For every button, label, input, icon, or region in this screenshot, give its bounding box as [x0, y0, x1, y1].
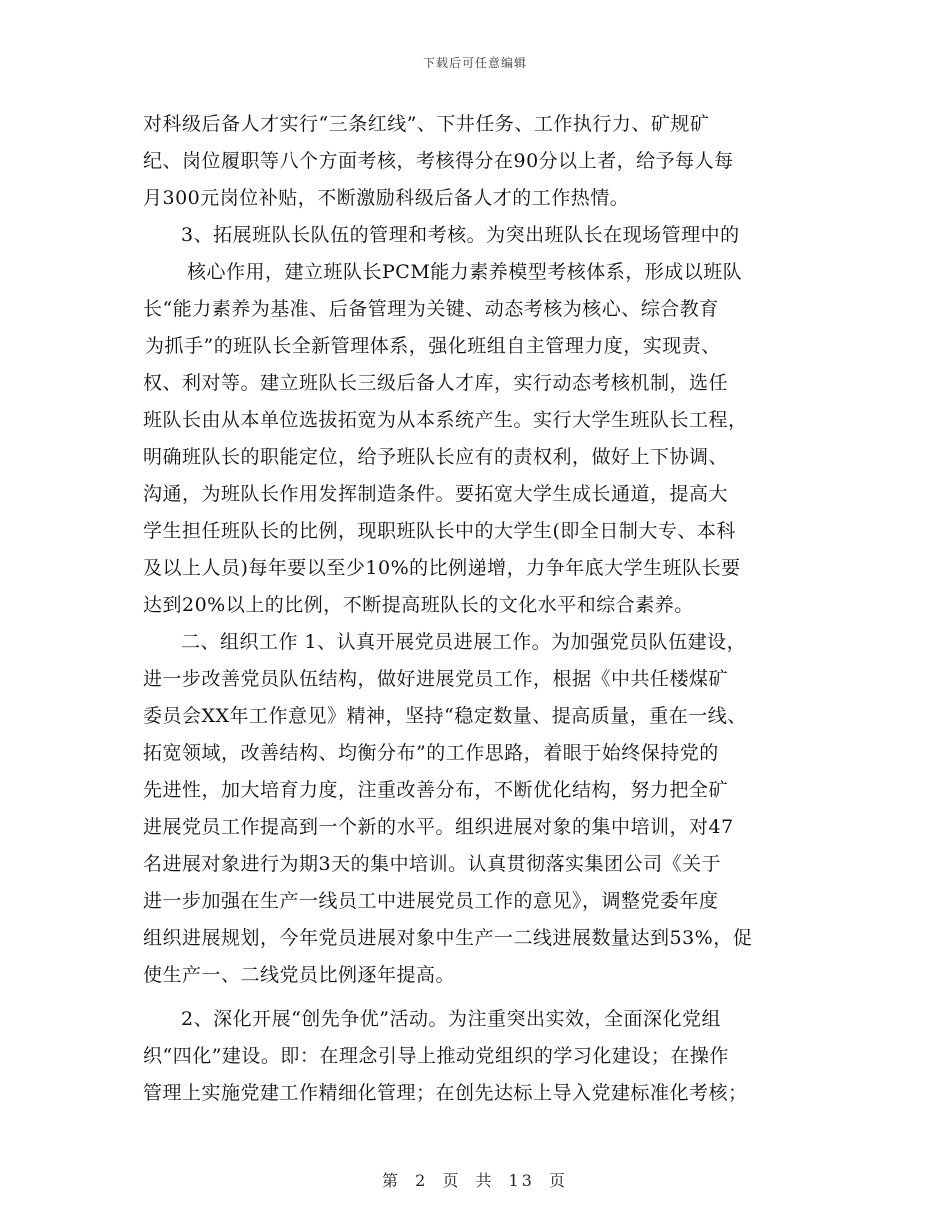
text-line: 为抓手”的班队长全新管理体系，强化班组自主管理力度，实现责、 [145, 335, 721, 357]
text-line: 进展党员工作提高到一个新的水平。组织进展对象的集中培训，对47 [143, 816, 734, 838]
text-line: 纪、岗位履职等八个方面考核，考核得分在90分以上者，给予每人每 [143, 150, 734, 172]
text-line: 达到20%以上的比例，不断提高班队长的文化水平和综合素养。 [143, 594, 694, 616]
text-line: 明确班队长的职能定位，给予班队长应有的责权利，做好上下协调、 [143, 446, 729, 468]
text-line: 班队长由从本单位选拔拓宽为从本系统产生。实行大学生班队长工程， [143, 409, 748, 431]
text-line: 核心作用，建立班队长PCM能力素养模型考核体系，形成以班队 [187, 261, 743, 283]
paragraph-gap [143, 994, 813, 1001]
text-line: 拓宽领域，改善结构、均衡分布”的工作思路，着眼于始终保持党的 [143, 742, 719, 764]
text-line: 长“能力素养为基准、后备管理为关键、动态考核为核心、综合教育 [143, 298, 719, 320]
text-line: 先进性，加大培育力度，注重改善分布，不断优化结构，努力把全矿 [143, 779, 729, 801]
text-line: 使生产一、二线党员比例逐年提高。 [143, 964, 456, 986]
text-line: 组织进展规划，今年党员进展对象中生产一二线进展数量达到53%，促 [143, 927, 753, 949]
document-body [143, 106, 813, 1112]
header-note: 下载后可任意编辑 [422, 56, 527, 70]
text-line: 及以上人员)每年要以至少10%的比例递增，力争年底大学生班队长要 [143, 557, 741, 579]
text-line: 月300元岗位补贴，不断激励科级后备人才的工作热情。 [143, 187, 630, 209]
page-number: 第 2 页 共 13 页 [382, 1171, 568, 1190]
text-line: 对科级后备人才实行“三条红线”、下井任务、工作执行力、矿规矿 [143, 113, 710, 135]
text-line: 2、深化开展“创先争优”活动。为注重突出实效，全面深化党组 [181, 1008, 722, 1030]
text-line: 进一步加强在生产一线员工中进展党员工作的意见》，调整党委年度 [143, 890, 719, 912]
text-line: 权、利对等。建立班队长三级后备人才库，实行动态考核机制，选任 [143, 372, 729, 394]
text-line: 织“四化”建设。即：在理念引导上推动党组织的学习化建设；在操作 [143, 1045, 729, 1067]
text-line: 进一步改善党员队伍结构，做好进展党员工作，根据《中共任楼煤矿 [143, 668, 729, 690]
text-line: 委员会XX年工作意见》精神，坚持“稳定数量、提高质量，重在一线、 [143, 705, 747, 727]
text-line: 名进展对象进行为期3天的集中培训。认真贯彻落实集团公司《关于 [143, 853, 722, 875]
text-line: 3、拓展班队长队伍的管理和考核。为突出班队长在现场管理中的 [181, 224, 740, 246]
text-line: 二、组织工作 1、认真开展党员进展工作。为加强党员队伍建设， [181, 631, 747, 653]
text-line: 管理上实施党建工作精细化管理；在创先达标上导入党建标准化考核； [143, 1082, 748, 1104]
text-line: 学生担任班队长的比例，现职班队长中的大学生(即全日制大专、本科 [143, 520, 736, 542]
text-line: 沟通，为班队长作用发挥制造条件。要拓宽大学生成长通道，提高大 [143, 483, 729, 505]
